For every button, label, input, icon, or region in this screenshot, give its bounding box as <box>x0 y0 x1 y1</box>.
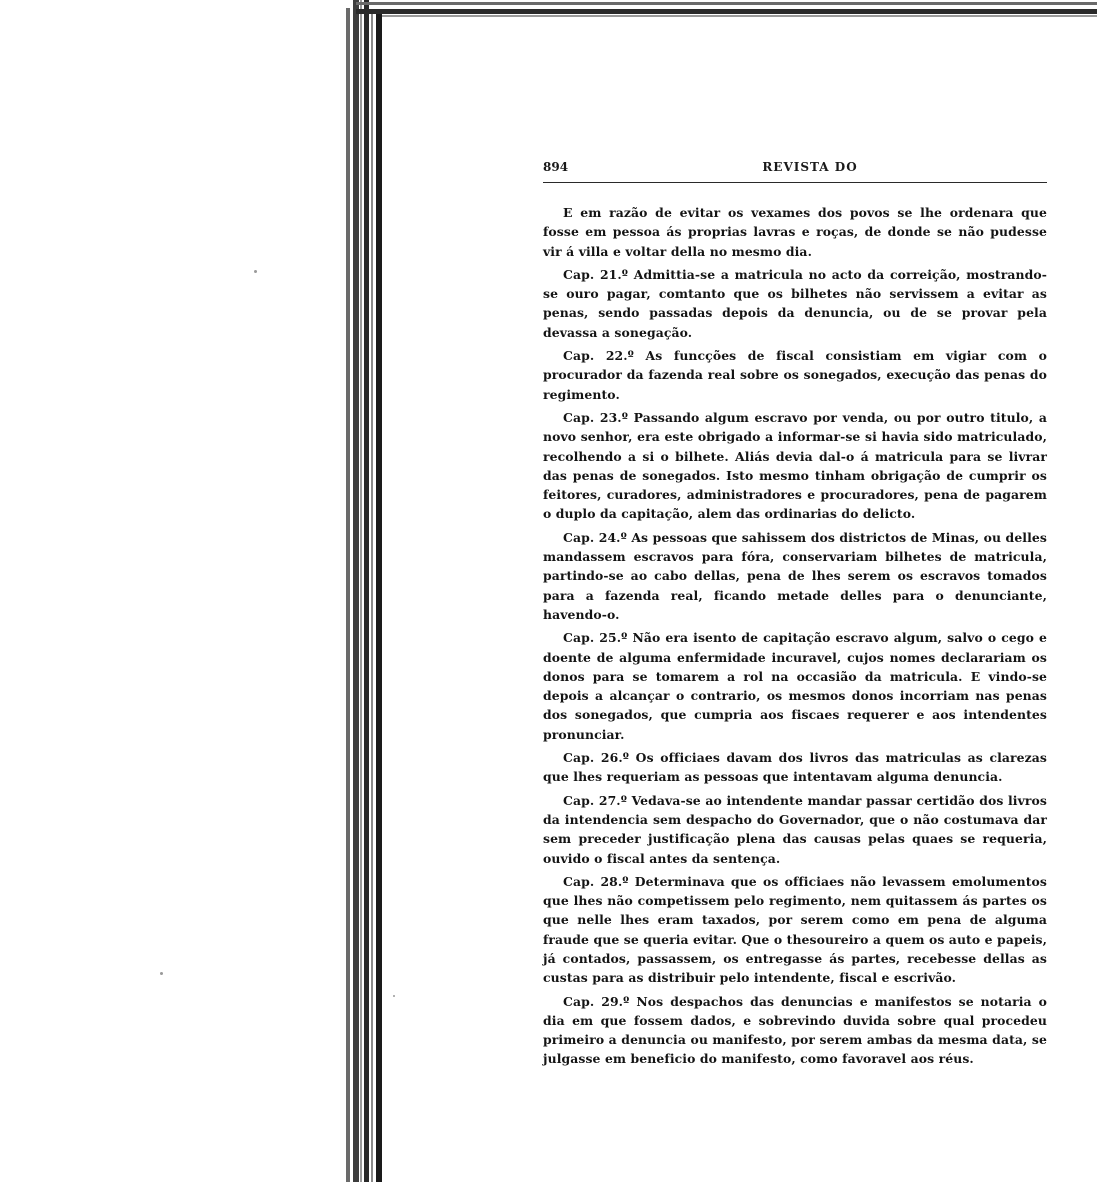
running-title: REVISTA DO <box>762 160 858 174</box>
paragraph <box>543 992 1047 1069</box>
book-page <box>543 160 1047 1073</box>
page-top-edge <box>346 0 1097 20</box>
chapter-label: Cap. 24.º <box>563 529 627 545</box>
paragraph <box>543 408 1047 524</box>
paragraph-text: E em razão de evitar os vexames dos povos se lhe ordenara que fosse em pessoa ás proprias lavras e roças, de donde se não pudesse vir á villa e voltar della no mesmo dia. <box>543 205 1047 259</box>
paragraph <box>543 203 1047 261</box>
margin-speck <box>254 270 257 273</box>
chapter-label: Cap. 28.º <box>563 873 629 889</box>
chapter-label: Cap. 29.º <box>563 993 630 1009</box>
paragraph-text: Vedava-se ao intendente mandar passar certidão dos livros da intendencia sem despacho do Governador, que o não costumava dar sem preceder justificação plena das causas pelas quaes se requeria, ouvido o fiscal antes da sentença. <box>543 792 1047 866</box>
paragraph-text: Admittia-se a matricula no acto da correição, mostrando-se ouro pagar, comtanto que os bilhetes não servissem a evitar as penas, sendo passadas depois da denuncia, ou de se provar pela devassa a sonegação. <box>543 266 1047 340</box>
running-head <box>543 160 1047 178</box>
header-rule <box>543 182 1047 183</box>
page-number: 894 <box>543 160 569 174</box>
paragraph-text: Determinava que os officiaes não levassem emolumentos que lhes não competissem pelo regimento, nem quitassem ás partes os que nelle lhes eram taxados, por serem como em pena de alguma fraude que se queria evitar. Que o thesoureiro a quem os auto e papeis, já contados, passassem, os entregasse ás partes, recebesse dellas as custas para as distribuir pelo intendente, fiscal e escrivão. <box>543 873 1047 986</box>
chapter-label: Cap. 26.º <box>563 750 630 766</box>
chapter-label: Cap. 25.º <box>563 630 628 646</box>
paragraph-text: Passando algum escravo por venda, ou por outro titulo, a novo senhor, era este obrigado a informar-se si havia sido matriculado, recolhendo a si o bilhete. Aliás devia dal-o á matricula para se livrar das penas de sonegados. Isto mesmo tinham obrigação de cumprir os feitores, curadores, administradores e procuradores, pena de pagarem o duplo da capitação, alem das ordinarias do delicto. <box>543 409 1047 522</box>
paragraph <box>543 528 1047 624</box>
page-binding-edge <box>346 0 386 1182</box>
paragraph <box>543 872 1047 988</box>
paragraph-text: Não era isento de capitação escravo algum, salvo o cego e doente de alguma enfermidade incuravel, cujos nomes declarariam os donos para se tomarem a rol na occasião da matricula. E vindo-se depois a alcançar o contrario, os mesmos donos incorriam nas penas dos sonegados, que cumpria aos fiscaes requerer e aos intendentes pronunciar. <box>543 630 1047 742</box>
paragraph-text: Nos despachos das denuncias e manifestos se notaria o dia em que fossem dados, e sobrevindo duvida sobre qual procedeu primeiro a denuncia ou manifesto, por serem ambas da mesma data, se julgasse em beneficio do manifesto, como favoravel aos réus. <box>543 993 1047 1067</box>
paragraph-text: As funcções de fiscal consistiam em vigiar com o procurador da fazenda real sobre os sonegados, execução das penas do regimento. <box>543 348 1048 402</box>
paragraph <box>543 346 1047 404</box>
body-text <box>543 203 1047 1069</box>
paragraph <box>543 628 1047 744</box>
paragraph <box>543 748 1047 787</box>
margin-speck <box>393 995 395 997</box>
paragraph-text: Os officiaes davam dos livros das matriculas as clarezas que lhes requeriam as pessoas que intentavam alguma denuncia. <box>543 750 1048 785</box>
chapter-label: Cap. 21.º <box>563 266 629 282</box>
paragraph <box>543 265 1047 342</box>
margin-speck <box>160 972 163 975</box>
paragraph <box>543 791 1047 868</box>
chapter-label: Cap. 22.º <box>563 348 634 364</box>
paragraph-text: As pessoas que sahissem dos districtos de Minas, ou delles mandassem escravos para fóra, conservariam bilhetes de matricula, partindo-se ao cabo dellas, pena de lhes serem os escravos tomados para a fazenda real, ficando metade delles para o denunciante, havendo-o. <box>543 529 1047 622</box>
chapter-label: Cap. 27.º <box>563 792 628 808</box>
chapter-label: Cap. 23.º <box>563 409 629 425</box>
